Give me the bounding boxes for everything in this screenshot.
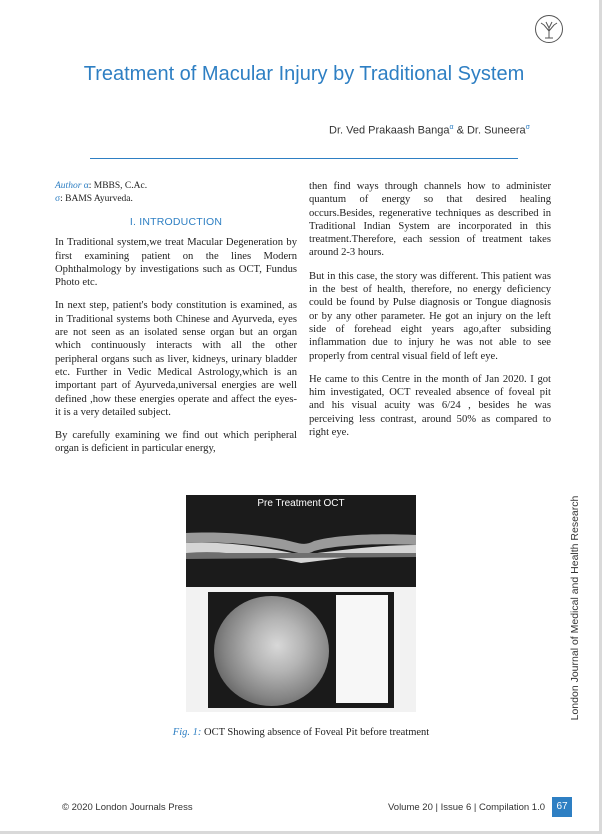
footer-copyright: © 2020 London Journals Press bbox=[62, 802, 193, 813]
affiliation-sigma bbox=[55, 193, 297, 206]
sigma-symbol: σ bbox=[55, 194, 61, 204]
figure-caption-text: OCT Showing absence of Foveal Pit before treatment bbox=[201, 727, 430, 738]
affiliation-alpha bbox=[55, 180, 297, 193]
section-heading: I. INTRODUCTION bbox=[129, 216, 223, 228]
left-column bbox=[55, 180, 297, 466]
sigma-text: : BAMS Ayurveda. bbox=[60, 194, 133, 204]
left-paragraph-2: In next step, patient's body constitution is examined, as in Traditional systems both Chinese and Ayurveda, eyes are not seen as an isolated sense organ but an organ which continuously interacts with all the other peripheral organs such as liver, kidneys, urinary bladder etc. Further in Vedic Medical Astrology,which is an important part of Ayurveda,universal energies are well defined ,how these energies operate and affect the eyes- it is a very detailed subject. bbox=[55, 300, 297, 418]
author-2-mark: σ bbox=[525, 124, 530, 131]
side-journal-title bbox=[569, 495, 581, 721]
authors-line bbox=[60, 124, 530, 137]
fundus-photo bbox=[214, 596, 329, 706]
left-paragraph-3: By carefully examining we find out which peripheral organ is deficient in particular energy, bbox=[55, 430, 297, 455]
right-paragraph-2: But in this case, the story was different. This patient was in the best of health, therefore, no energy deficiency could be found by Pulse diagnosis or Tongue diagnosis or by any other parameter. He got an injury on the left side of forehead eight years ago,after subsiding inflammation due to injury he was not able to see properly from central visual field of left eye. bbox=[309, 270, 551, 362]
figure-image-label: Pre Treatment OCT bbox=[257, 498, 345, 509]
title-divider bbox=[90, 158, 518, 159]
page-number: 67 bbox=[552, 797, 572, 817]
figure-caption bbox=[60, 727, 542, 738]
tree-logo-icon bbox=[534, 14, 564, 44]
right-paragraph-1: then find ways through channels how to administer quantum of energy so that desired healing occurs.Besides, regenerative techniques as described in Traditional Indian System are incorporated in this treatment.Therefore, each session of treatment takes around 2-3 hours. bbox=[309, 181, 551, 259]
left-paragraph-1: In Traditional system,we treat Macular Degeneration by first examining patient on the lines Modern Ophthalmology by investigations such as OCT, Fundus Photo etc. bbox=[55, 237, 297, 289]
figure-caption-label: Fig. 1: bbox=[172, 727, 202, 738]
side-journal-text: London Journal of Medical and Health Research bbox=[569, 495, 581, 721]
paper-title: Treatment of Macular Injury by Traditional System bbox=[83, 63, 525, 85]
scan-info-panel bbox=[336, 595, 388, 703]
footer-volume: Volume 20 | Issue 6 | Compilation 1.0 bbox=[387, 802, 545, 813]
figure-oct-image bbox=[186, 495, 416, 712]
author-1: Dr. Ved Prakaash Banga bbox=[329, 124, 450, 137]
alpha-text: : MBBS, C.Ac. bbox=[88, 181, 148, 191]
right-column bbox=[309, 180, 551, 449]
author-1-mark: α bbox=[449, 124, 454, 131]
author-2: Dr. Suneera bbox=[466, 124, 526, 137]
author-separator: & bbox=[453, 124, 467, 137]
author-label: Author bbox=[55, 181, 82, 191]
right-paragraph-3: He came to this Centre in the month of Jan 2020. I got him investigated, OCT revealed absence of foveal pit and his visual acuity was 6/24 , besides he was perceiving less contrast, around 50% as compared to right eye. bbox=[309, 373, 551, 439]
alpha-symbol: α bbox=[83, 181, 89, 191]
oct-scan bbox=[186, 495, 416, 587]
